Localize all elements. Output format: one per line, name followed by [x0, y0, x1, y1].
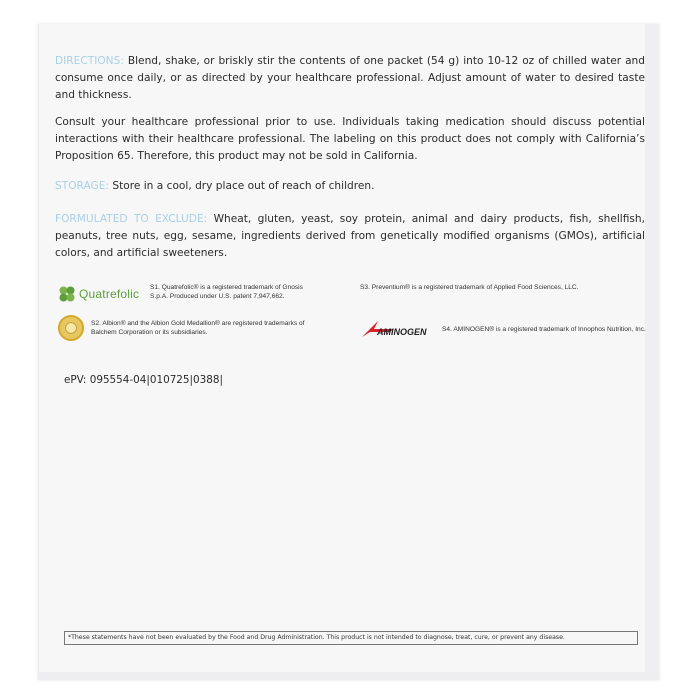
aminogen-logo-text: AMINOGEN [377, 327, 427, 337]
panel-edge-right [645, 24, 659, 680]
trademark-s3: S3. Preventium® is a registered trademark of Applied Food Sciences, LLC. [360, 284, 579, 291]
aminogen-logo-icon [360, 318, 444, 340]
storage-paragraph [55, 178, 645, 195]
trademark-s1: S1. Quatrefolic® is a registered trademark of Gnosis S.p.A. Produced under U.S. patent 7,947,662. [150, 284, 303, 300]
directions-paragraph [55, 53, 645, 104]
directions-text: Blend, shake, or briskly stir the contents of one packet (54 g) into 10-12 oz of chilled water and consume once daily, or as directed by your healthcare professional. Adjust amount of water to desired taste and thickness. [55, 55, 645, 101]
exclude-text: Wheat, gluten, yeast, soy protein, animal and dairy products, fish, shellfish, peanuts, tree nuts, egg, sesame, ingredients derived from genetically modified organisms (GMOs), artificial colors, and artificial sweeteners. [55, 213, 645, 259]
exclude-paragraph [55, 211, 645, 262]
consult-text: Consult your healthcare professional prior to use. Individuals taking medication should discuss potential interactions with their healthcare professional. The labeling on this product does not comply with California’s Proposition 65. Therefore, this product may not be sold in California. [55, 116, 645, 162]
storage-label: STORAGE: [55, 180, 109, 192]
fda-disclaimer: *These statements have not been evaluated by the Food and Drug Administration. This product is not intended to diagnose, treat, cure, or prevent any disease. [64, 631, 638, 645]
quatrefolic-logo-text: Quatrefolic [79, 287, 140, 301]
trademark-s2: S2. Albion® and the Albion Gold Medallion® are registered trademarks of Balchem Corporation or its subsidiaries. [91, 320, 305, 336]
albion-medallion-icon [58, 315, 84, 341]
storage-text: Store in a cool, dry place out of reach of children. [109, 180, 375, 192]
quatrefolic-logo [58, 285, 139, 303]
aminogen-logo [360, 318, 444, 344]
directions-label: DIRECTIONS: [55, 55, 124, 67]
panel-edge-bottom [39, 672, 659, 680]
exclude-label: FORMULATED TO EXCLUDE: [55, 213, 208, 225]
clover-icon [58, 285, 76, 303]
trademark-s4: S4. AMINOGEN® is a registered trademark of Innophos Nutrition, Inc. [442, 326, 646, 333]
epv-code: ePV: 095554-04|010725|0388| [64, 374, 223, 386]
consult-paragraph [55, 114, 645, 165]
